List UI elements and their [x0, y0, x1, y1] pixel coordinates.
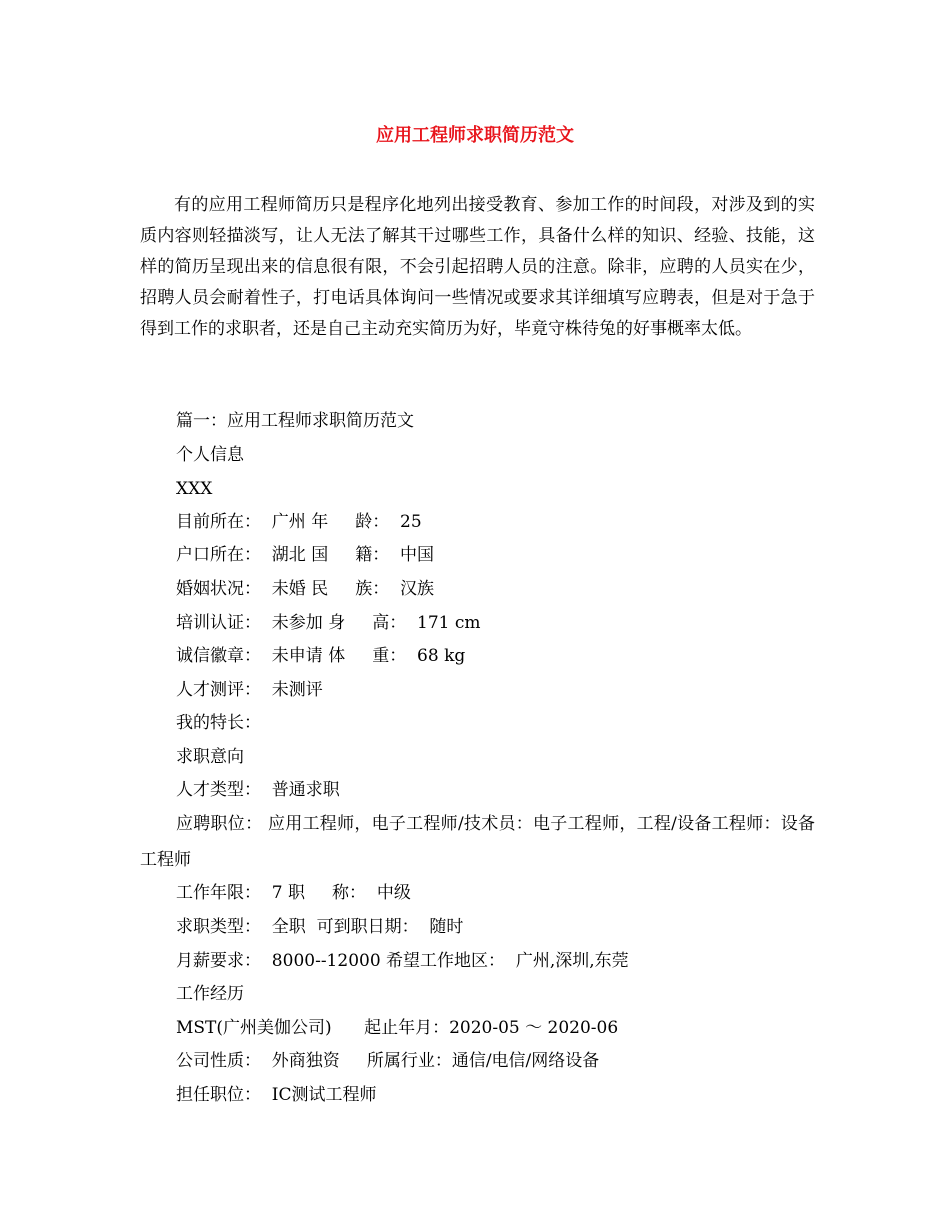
job-row-years: 工作年限： 7 职 称： 中级: [176, 883, 411, 903]
work-row-position: 担任职位： IC测试工程师: [176, 1085, 377, 1105]
job-row-type: 求职类型： 全职 可到职日期： 随时: [176, 917, 464, 937]
section-title: 篇一：应用工程师求职简历范文: [176, 411, 414, 431]
job-row-salary: 月薪要求： 8000--12000 希望工作地区： 广州,深圳,东莞: [176, 951, 629, 971]
info-row-specialty: 我的特长：: [176, 713, 261, 733]
info-row-location: 目前所在： 广州 年 龄： 25: [176, 512, 422, 532]
info-row-marital: 婚姻状况： 未婚 民 族： 汉族: [176, 579, 435, 599]
intro-paragraph: 有的应用工程师简历只是程序化地列出接受教育、参加工作的时间段，对涉及到的实质内容则轻描淡写，让人无法了解其干过哪些工作，具备什么样的知识、经验、技能，这样的简历呈现出来的信息很有限，不会引起招聘人员的注意。除非，应聘的人员实在少，招聘人员会耐着性子，打电话具体询问一些情况或要求其详细填写应聘表，但是对于急于得到工作的求职者，还是自己主动充实简历为好，毕竟守株待兔的好事概率太低。: [140, 195, 815, 339]
info-row-training: 培训认证： 未参加 身 高： 171 cm: [176, 613, 481, 633]
job-intent-heading: 求职意向: [176, 747, 244, 767]
document-title: 应用工程师求职简历范文: [376, 125, 574, 146]
work-row-company: MST(广州美伽公司) 起止年月：2020-05 ～ 2020-06: [176, 1018, 619, 1038]
job-row-talent-type: 人才类型： 普通求职: [176, 780, 340, 800]
work-experience-heading: 工作经历: [176, 984, 244, 1004]
job-row-position: 应聘职位： 应用工程师，电子工程师/技术员：电子工程师，工程/设备工程师：设备工程师: [140, 814, 815, 870]
personal-info-heading: 个人信息: [176, 445, 244, 465]
info-row-assessment: 人才测评： 未测评: [176, 680, 323, 700]
info-row-credit: 诚信徽章： 未申请 体 重： 68 kg: [176, 646, 466, 666]
info-row-hukou: 户口所在： 湖北 国 籍： 中国: [176, 545, 435, 565]
work-row-nature: 公司性质： 外商独资 所属行业：通信/电信/网络设备: [176, 1051, 600, 1071]
applicant-name: XXX: [176, 479, 213, 499]
